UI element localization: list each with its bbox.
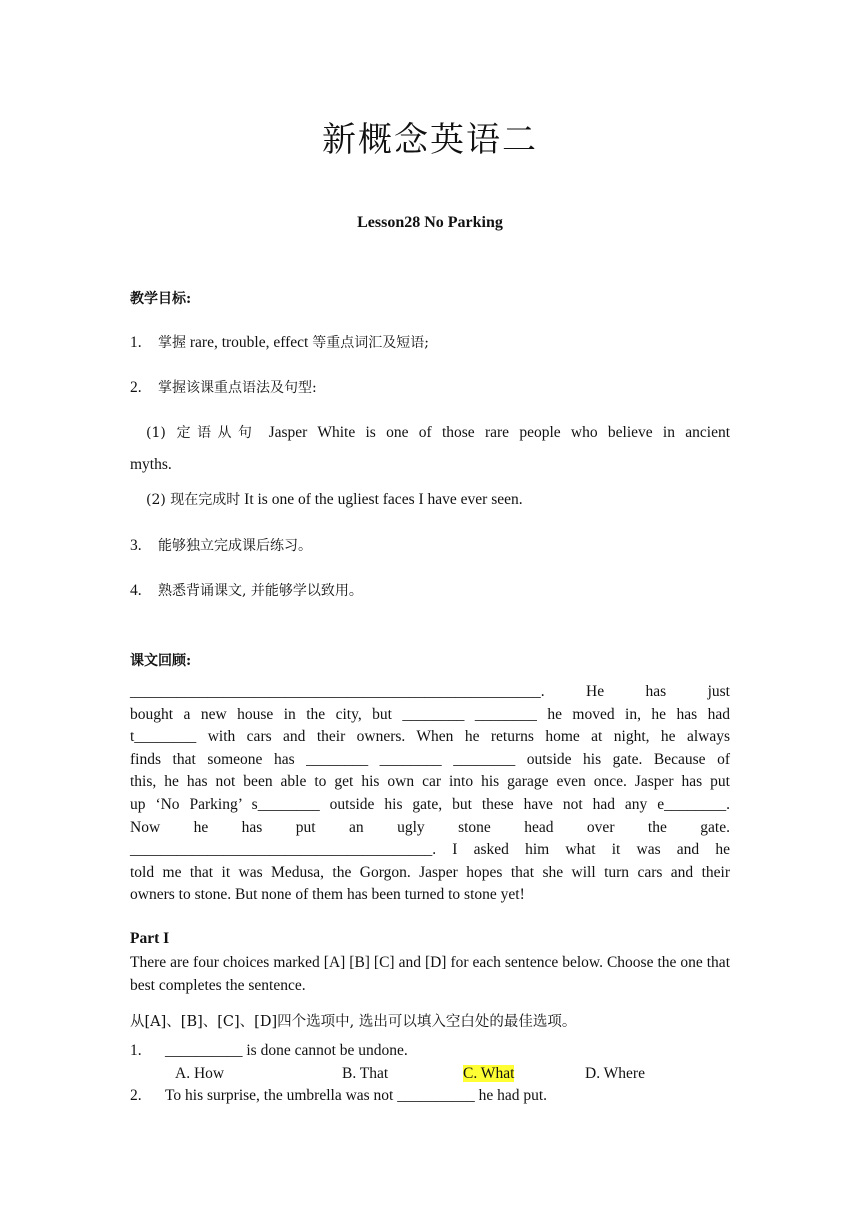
sub-example: Jasper White is one of those rare people who believe in ancient [268,424,731,441]
review-heading: 课文回顾: [130,653,192,669]
objective-item-4 [130,580,730,600]
sub-label: (2) 现在完成时 [146,492,241,508]
question-text: To his surprise, the umbrella was not __________ he had put. [165,1087,548,1104]
objective-sub-1 [146,422,730,442]
objective-sub-2 [146,489,730,509]
sub-example: It is one of the ugliest faces I have ever seen. [244,491,523,508]
objective-number: 1. [130,334,142,351]
sub-label: (1) 定语从句 [146,425,259,441]
review-line: _______________________________________. I asked him what it was and he [130,841,730,859]
question-1 [130,1042,408,1060]
review-line: bought a new house in the city, but ________ ________ he moved in, he has had [130,705,730,723]
objective-text-cn: 熟悉背诵课文, 并能够学以致用。 [158,583,363,599]
objective-text-cn: 能够独立完成课后练习。 [158,538,312,554]
part-instructions: There are four choices marked [A] [B] [C] and [D] for each sentence below. Choose the one that best completes the sentence. [130,954,730,994]
objective-item-3 [130,535,730,555]
page-title: 新概念英语二 [322,120,538,160]
objective-item-1 [130,332,730,352]
objective-item-2 [130,377,730,397]
part-instructions-cn: 从[A]、[B]、[C]、[D]四个选项中, 选出可以填入空白处的最佳选项。 [130,1014,577,1030]
question-2 [130,1087,547,1105]
part-title: Part I [130,930,170,947]
objective-number: 3. [130,537,142,554]
question-number: 2. [130,1087,142,1104]
review-line: t________ with cars and their owners. When he returns home at night, he always [130,728,730,746]
option-a: A. How [175,1065,225,1082]
review-line: finds that someone has ________ ________ ________ outside his gate. Because of [130,750,730,768]
option-c [463,1065,514,1083]
objective-sub-1-continued: myths. [130,456,172,473]
option-d: D. Where [585,1065,645,1082]
review-line: owners to stone. But none of them has been turned to stone yet! [130,886,525,904]
objective-text-cn: 掌握该课重点语法及句型: [158,380,317,396]
review-line: _____________________________________________________. He has just [130,683,730,700]
highlighted-answer: C. What [463,1065,515,1082]
lesson-title: Lesson28 No Parking [357,214,503,231]
objective-number: 2. [130,379,142,396]
objective-text-cn: 等重点词汇及短语; [312,335,429,351]
option-b: B. That [342,1065,389,1082]
question-text: __________ is done cannot be undone. [165,1042,408,1059]
review-paragraph [130,681,730,907]
objectives-heading: 教学目标: [130,291,192,307]
review-line: told me that it was Medusa, the Gorgon. Jasper hopes that she will turn cars and their [130,863,730,881]
objective-number: 4. [130,582,142,599]
objective-text-cn: 掌握 [158,335,186,351]
objective-keywords: rare, trouble, effect [189,334,309,351]
review-line: up ‘No Parking’ s________ outside his gate, but these have not had any e________. [130,795,730,813]
question-number: 1. [130,1042,142,1059]
review-line: this, he has not been able to get his own car into his garage even once. Jasper has put [130,773,730,791]
review-line: Now he has put an ugly stone head over the gate. [130,818,730,836]
